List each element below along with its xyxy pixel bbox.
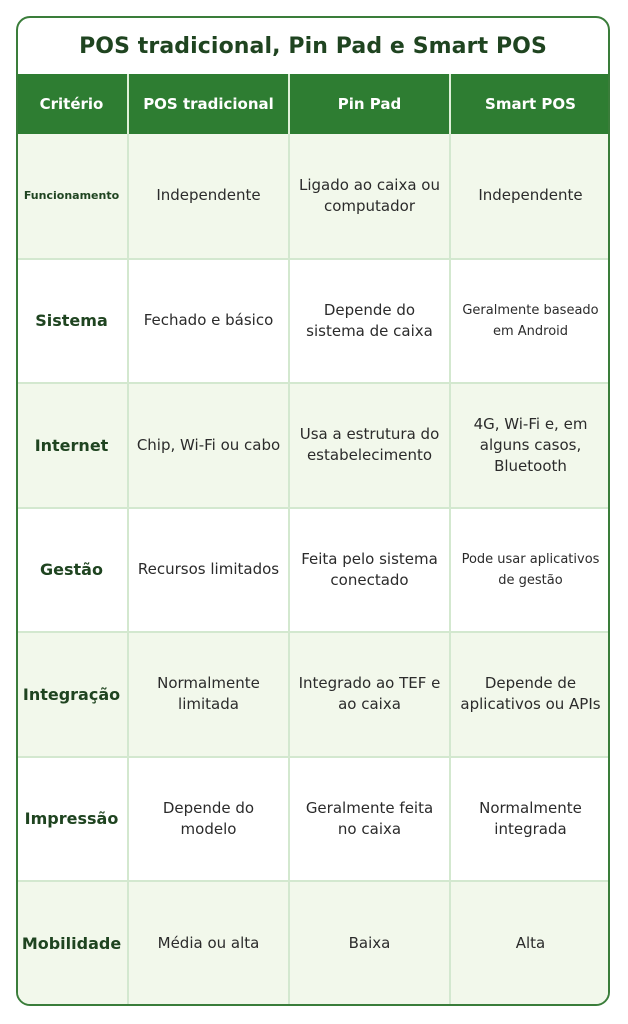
cell-smart-pos: Independente <box>450 134 610 259</box>
header-criterio: Critério <box>16 74 128 134</box>
cell-pos-tradicional: Recursos limitados <box>128 508 289 633</box>
table-title: POS tradicional, Pin Pad e Smart POS <box>79 33 547 59</box>
cell-pin-pad: Usa a estrutura do estabelecimento <box>289 383 450 508</box>
cell-pin-pad: Integrado ao TEF e ao caixa <box>289 632 450 757</box>
table-row <box>16 508 610 633</box>
cell-smart-pos: Alta <box>450 881 610 1006</box>
cell-pin-pad: Feita pelo sistema conectado <box>289 508 450 633</box>
cell-pos-tradicional: Normalmente limitada <box>128 632 289 757</box>
cell-pin-pad: Ligado ao caixa ou computador <box>289 134 450 259</box>
cell-pin-pad: Geralmente feita no caixa <box>289 757 450 882</box>
header-row <box>16 74 610 134</box>
cell-pos-tradicional: Chip, Wi-Fi ou cabo <box>128 383 289 508</box>
header-pos-tradicional: POS tradicional <box>128 74 289 134</box>
table-row <box>16 757 610 882</box>
cell-pos-tradicional: Média ou alta <box>128 881 289 1006</box>
cell-pin-pad: Depende do sistema de caixa <box>289 259 450 384</box>
comparison-card <box>16 16 610 1006</box>
cell-smart-pos: Geralmente baseado em Android <box>450 259 610 384</box>
cell-pos-tradicional: Depende do modelo <box>128 757 289 882</box>
row-criterion: Gestão <box>16 508 128 633</box>
row-criterion: Internet <box>16 383 128 508</box>
row-criterion: Funcionamento <box>16 134 128 259</box>
table-row <box>16 134 610 259</box>
table-row <box>16 259 610 384</box>
header-smart-pos: Smart POS <box>450 74 610 134</box>
table-row <box>16 881 610 1006</box>
cell-smart-pos: 4G, Wi-Fi e, em alguns casos, Bluetooth <box>450 383 610 508</box>
cell-pos-tradicional: Fechado e básico <box>128 259 289 384</box>
table-row <box>16 383 610 508</box>
table-row <box>16 632 610 757</box>
cell-smart-pos: Depende de aplicativos ou APIs <box>450 632 610 757</box>
comparison-table <box>16 74 610 1006</box>
cell-smart-pos: Normalmente integrada <box>450 757 610 882</box>
cell-smart-pos: Pode usar aplicativos de gestão <box>450 508 610 633</box>
row-criterion: Mobilidade <box>16 881 128 1006</box>
cell-pos-tradicional: Independente <box>128 134 289 259</box>
header-pin-pad: Pin Pad <box>289 74 450 134</box>
cell-pin-pad: Baixa <box>289 881 450 1006</box>
row-criterion: Impressão <box>16 757 128 882</box>
row-criterion: Integração <box>16 632 128 757</box>
row-criterion: Sistema <box>16 259 128 384</box>
